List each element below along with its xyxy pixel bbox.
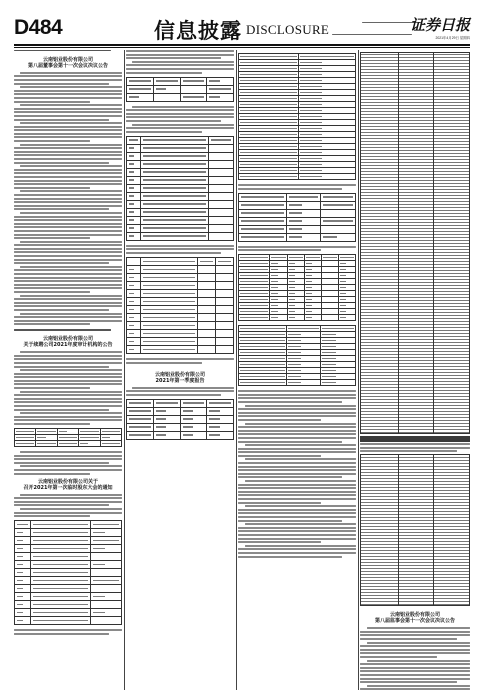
column-divider <box>124 50 125 690</box>
balance-sheet-table <box>360 52 470 434</box>
stock-code-line <box>14 329 122 332</box>
notice-company: 云南铝业股份有限公司 <box>389 612 440 619</box>
vote-form-table <box>126 257 234 354</box>
notice-body <box>14 629 122 635</box>
column-1 <box>14 50 122 690</box>
stock-code-line <box>14 50 122 53</box>
notice-body <box>126 245 234 254</box>
notice-heading <box>14 479 122 491</box>
column-divider <box>236 50 237 690</box>
notice-title: 关于续聘公司2021年度审计机构的公告 <box>23 342 113 349</box>
notice-title: 2021年第一季度报告 <box>155 377 205 384</box>
notice-body <box>238 390 356 557</box>
section-title: 信息披露 <box>154 18 242 43</box>
financial-table <box>126 399 234 440</box>
notice-heading <box>126 372 234 384</box>
notice-heading <box>14 336 122 348</box>
column-4 <box>360 50 470 690</box>
proposal-table <box>14 520 122 625</box>
notice-body <box>126 50 234 74</box>
masthead-contact-line <box>332 34 412 37</box>
cash-flow-table <box>360 454 470 606</box>
notice-company: 云南铝业股份有限公司 <box>154 371 205 378</box>
notice-title: 召开2021年第一次临时股东大会的通知 <box>23 484 113 491</box>
page-number: D484 <box>14 16 63 39</box>
column-divider <box>358 50 359 690</box>
data-table <box>126 77 234 102</box>
notice-body <box>360 627 470 690</box>
notice-heading <box>360 612 470 624</box>
notice-body <box>14 351 122 425</box>
shareholder-table <box>238 325 356 386</box>
data-table <box>238 193 356 242</box>
notice-body <box>360 443 470 452</box>
masthead-editor-line <box>332 22 422 25</box>
notice-body <box>238 246 356 252</box>
proposal-table <box>126 136 234 241</box>
notice-company: 云南铝业股份有限公司 <box>42 56 93 63</box>
masthead-rule-thick <box>14 44 470 46</box>
notice-body <box>126 358 234 364</box>
issue-date: 2021年4月29日 星期四 <box>435 36 470 40</box>
notice-body <box>126 387 234 396</box>
shareholder-table <box>238 254 356 321</box>
data-table <box>14 428 122 447</box>
masthead <box>14 14 470 44</box>
notice-body <box>14 494 122 518</box>
notice-title: 第八届监事会第十一次会议决议公告 <box>374 618 455 625</box>
column-3 <box>238 50 356 690</box>
financial-table <box>238 53 356 180</box>
notice-company: 云南铝业股份有限公司 <box>42 336 93 343</box>
notice-title: 第八届董事会第十一次会议决议公告 <box>27 62 108 69</box>
newspaper-logo: 证券日报 <box>409 16 470 34</box>
table-footer-block <box>360 436 470 442</box>
notice-body <box>14 72 122 326</box>
notice-heading <box>14 57 122 69</box>
notice-body <box>126 106 234 133</box>
section-title-english: DISCLOSURE <box>246 22 330 37</box>
notice-body <box>14 451 122 475</box>
masthead-rule-thin <box>14 47 470 48</box>
column-2 <box>126 50 234 690</box>
notice-company: 云南铝业股份有限公司关于 <box>37 478 98 485</box>
notice-body <box>238 184 356 190</box>
